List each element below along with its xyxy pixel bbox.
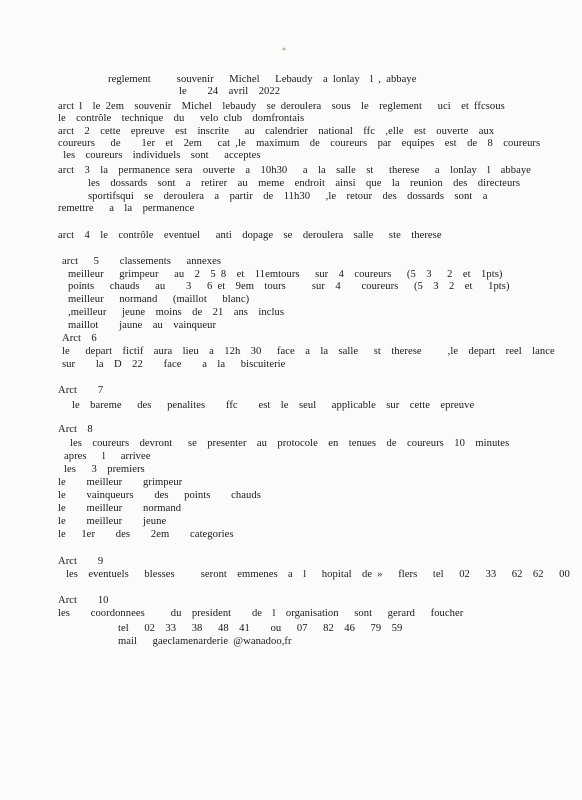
title-line-2: le 24 avril 2022 bbox=[179, 86, 281, 97]
article-8-line-2: apres l arrivee bbox=[64, 451, 151, 462]
article-9-line: les eventuels blesses seront emmenes a l hopital de » flers tel 02 33 62 62 00 bbox=[66, 569, 570, 580]
article-5-heading: arct 5 classements annexes bbox=[62, 256, 222, 267]
article-8-line-7: le meilleur jeune bbox=[58, 516, 167, 527]
article-8-line-3: les 3 premiers bbox=[64, 464, 145, 475]
article-5-line-5: maillot jaune au vainqueur bbox=[68, 320, 217, 331]
article-3-line-2: les dossards sont a retirer au meme endroit ainsi que la reunion des directeurs bbox=[88, 178, 521, 189]
article-10-line: les coordonnees du president de l organisation sont gerard foucher bbox=[58, 608, 464, 619]
article-8-line-8: le 1er des 2em categories bbox=[58, 529, 234, 540]
article-6-line-2: sur la D 22 face a la biscuiterie bbox=[62, 359, 286, 370]
article-10-phone: tel 02 33 38 48 41 ou 07 82 46 79 59 bbox=[118, 623, 403, 634]
article-8-heading: Arct 8 bbox=[58, 424, 93, 435]
article-8-line-4: le meilleur grimpeur bbox=[58, 477, 183, 488]
article-5-line-2: points chauds au 3 6 et 9em tours sur 4 coureurs (5 3 2 et 1pts) bbox=[68, 281, 510, 292]
article-5-line-1: meilleur grimpeur au 2 5 8 et 11emtours sur 4 coureurs (5 3 2 et 1pts) bbox=[68, 269, 503, 280]
article-3-line-3: sportifsqui se deroulera a partir de 11h30 ,le retour des dossards sont a bbox=[88, 191, 488, 202]
article-6-line-1: le depart fictif aura lieu a 12h 30 face a la salle st therese ,le depart reel lance bbox=[62, 346, 555, 357]
article-4-line: arct 4 le contrôle eventuel anti dopage se deroulera salle ste therese bbox=[58, 230, 442, 241]
scan-speck: * bbox=[282, 46, 286, 55]
article-7-line: le bareme des penalites ffc est le seul applicable sur cette epreuve bbox=[72, 400, 475, 411]
article-7-heading: Arct 7 bbox=[58, 385, 104, 396]
article-6-heading: Arct 6 bbox=[62, 333, 97, 344]
title-line-1: reglement souvenir Michel Lebaudy a lonlay l , abbaye bbox=[108, 74, 417, 85]
article-5-line-3: meilleur normand (maillot blanc) bbox=[68, 294, 250, 305]
article-10-email: mail gaeclamenarderie @wanadoo,fr bbox=[118, 636, 292, 647]
article-5-line-4: ,meilleur jeune moins de 21 ans inclus bbox=[68, 307, 284, 318]
article-1-line-2: le contrôle technique du velo club domfrontais bbox=[58, 113, 305, 124]
article-3-line-1: arct 3 la permanence sera ouverte a 10h30 a la salle st therese a lonlay l abbaye bbox=[58, 165, 531, 176]
article-2-line-2: coureurs de 1er et 2em cat ,le maximum de coureurs par equipes est de 8 coureurs bbox=[58, 138, 541, 149]
article-2-line-3: les coureurs individuels sont acceptes bbox=[58, 150, 261, 161]
article-9-heading: Arct 9 bbox=[58, 556, 104, 567]
article-8-line-1: les coureurs devront se presenter au protocole en tenues de coureurs 10 minutes bbox=[70, 438, 510, 449]
article-8-line-5: le vainqueurs des points chauds bbox=[58, 490, 261, 501]
article-3-line-4: remettre a la permanence bbox=[58, 203, 195, 214]
article-10-heading: Arct 10 bbox=[58, 595, 109, 606]
article-1-line-1: arct l le 2em souvenir Michel lebaudy se deroulera sous le reglement uci et ffcsous bbox=[58, 101, 505, 112]
article-8-line-6: le meilleur normand bbox=[58, 503, 182, 514]
article-2-line-1: arct 2 cette epreuve est inscrite au calendrier national ffc ,elle est ouverte aux bbox=[58, 126, 495, 137]
